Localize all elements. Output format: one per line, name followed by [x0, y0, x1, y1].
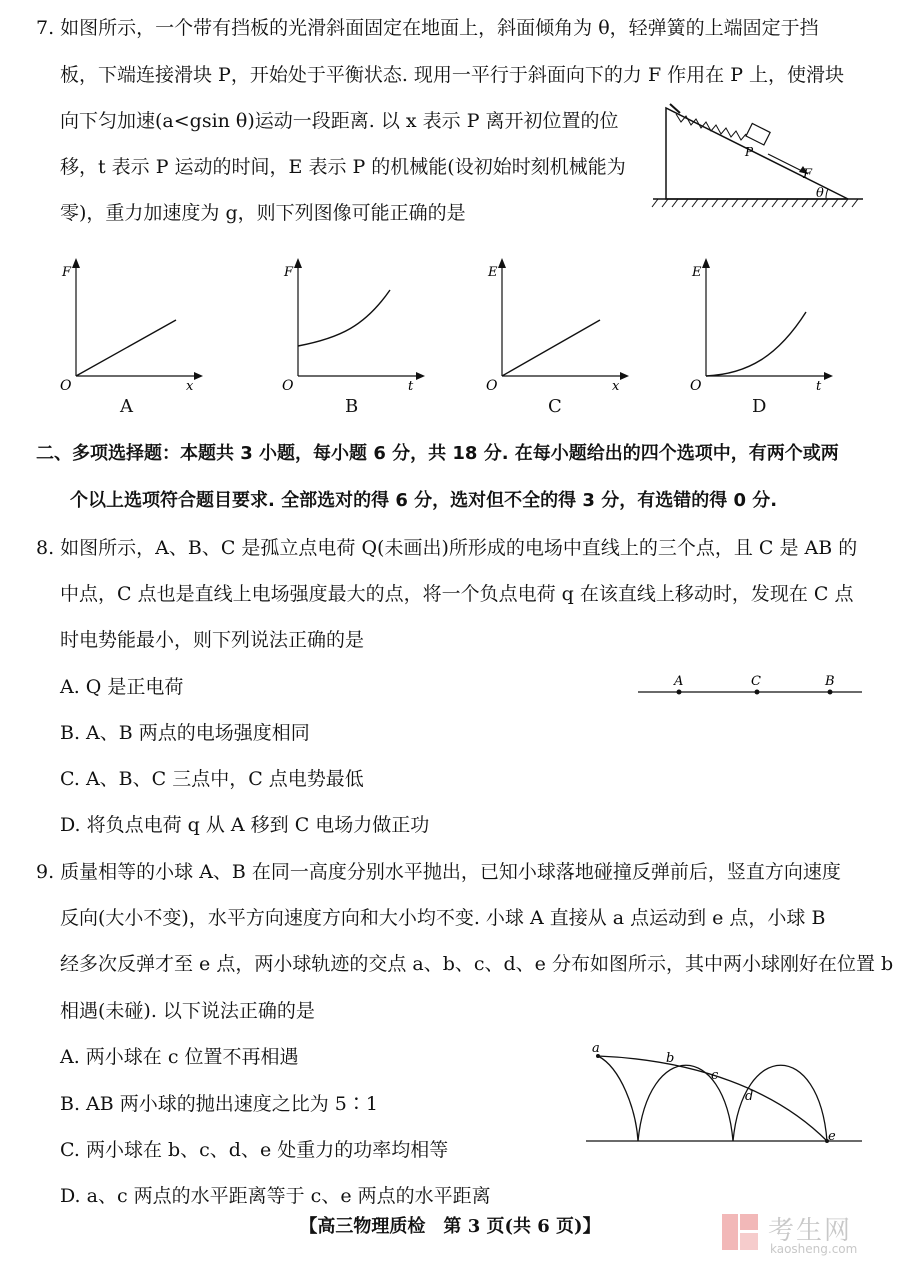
q7-line5: 零)，重力加速度为 g，则下列图像可能正确的是 [60, 202, 466, 224]
watermark-logo-icon [720, 1212, 760, 1252]
section2-line2: 个以上选项符合题目要求. 全部选对的得 6 分，选对但不全的得 3 分，有选错的得 0 分. [70, 490, 778, 511]
q8-option-b: B. A、B 两点的电场强度相同 [60, 722, 310, 744]
q8-line1: 8. 如图所示，A、B、C 是孤立点电荷 Q(未画出)所形成的电场中直线上的三个点，且 C 是 AB 的 [36, 537, 858, 559]
q9-option-d: D. a、c 两点的水平距离等于 c、e 两点的水平距离 [60, 1185, 491, 1207]
q9-line3: 经多次反弹才至 e 点，两小球轨迹的交点 a、b、c、d、e 分布如图所示，其中两小球刚好在位置 b [60, 953, 894, 975]
graph-b-option: B [345, 396, 359, 417]
graph-d [688, 256, 848, 396]
graph-c-origin: O [486, 378, 498, 394]
graph-b [280, 256, 440, 396]
traj-point-d: d [745, 1089, 754, 1104]
graph-b-origin: O [282, 378, 294, 394]
point-b-label: B [825, 674, 835, 689]
q8-option-d: D. 将负点电荷 q 从 A 移到 C 电场力做正功 [60, 814, 430, 836]
force-f-label: F [803, 167, 813, 182]
graph-d-option: D [752, 396, 767, 417]
section2-line1: 二、多项选择题：本题共 3 小题，每小题 6 分，共 18 分. 在每小题给出的四个选项中，有两个或两 [36, 443, 839, 464]
graph-a-option: A [120, 396, 133, 417]
q8-line2: 中点，C 点也是直线上电场强度最大的点，将一个负点电荷 q 在该直线上移动时，发现在 C 点 [60, 583, 854, 605]
block-p-label: P [745, 145, 754, 159]
q9-option-c: C. 两小球在 b、c、d、e 处重力的功率均相等 [60, 1139, 449, 1161]
q9-line2: 反向(大小不变)，水平方向速度方向和大小均不变. 小球 A 直接从 a 点运动到 e 点，小球 B [60, 907, 826, 929]
watermark-text: 考生网 [768, 1216, 853, 1246]
q8-line3: 时电势能最小，则下列说法正确的是 [60, 629, 365, 651]
page-footer: 【高三物理质检 第 3 页(共 6 页)】 [299, 1216, 601, 1237]
graph-c-option: C [548, 396, 562, 417]
q8-line-figure [638, 670, 864, 700]
graph-d-xlabel: t [816, 379, 822, 394]
watermark [720, 1210, 890, 1260]
graph-c-ylabel: E [488, 265, 498, 280]
graph-a-xlabel: x [186, 379, 194, 394]
traj-point-a: a [592, 1041, 600, 1056]
q7-line2: 板，下端连接滑块 P，开始处于平衡状态. 现用一平行于斜面向下的力 F 作用在 P 上，使滑块 [60, 64, 845, 86]
q9-line1: 9. 质量相等的小球 A、B 在同一高度分别水平抛出，已知小球落地碰撞反弹前后，竖直方向速度 [36, 861, 841, 883]
q8-option-a: A. Q 是正电荷 [60, 676, 184, 698]
watermark-sub: kaosheng.com [770, 1242, 858, 1256]
q8-option-c: C. A、B、C 三点中，C 点电势最低 [60, 768, 364, 790]
q9-option-a: A. 两小球在 c 位置不再相遇 [60, 1046, 299, 1068]
graph-a-origin: O [60, 378, 72, 394]
q7-line3: 向下匀加速(a<gsin θ)运动一段距离. 以 x 表示 P 离开初位置的位 [60, 110, 619, 132]
point-c-label: C [751, 674, 761, 689]
graph-d-ylabel: E [692, 265, 702, 280]
theta-label: θ [816, 186, 824, 201]
trajectory-figure [586, 1040, 864, 1150]
traj-point-c: c [711, 1068, 719, 1083]
graph-c-xlabel: x [612, 379, 620, 394]
q9-option-b: B. AB 两小球的抛出速度之比为 5∶1 [60, 1093, 378, 1115]
point-a-label: A [674, 674, 684, 689]
q7-line4: 移，t 表示 P 运动的时间，E 表示 P 的机械能(设初始时刻机械能为 [60, 156, 626, 178]
graph-a [58, 256, 218, 396]
graph-b-xlabel: t [408, 379, 414, 394]
q7-line1: 7. 如图所示，一个带有挡板的光滑斜面固定在地面上，斜面倾角为 θ，轻弹簧的上端固定于挡 [36, 17, 819, 39]
q9-line4: 相遇(未碰). 以下说法正确的是 [60, 1000, 315, 1022]
graph-c [484, 256, 644, 396]
traj-point-b: b [666, 1051, 675, 1066]
graph-d-origin: O [690, 378, 702, 394]
graph-b-ylabel: F [284, 265, 294, 280]
graph-a-ylabel: F [62, 265, 72, 280]
incline-figure [648, 96, 868, 216]
traj-point-e: e [828, 1129, 836, 1144]
